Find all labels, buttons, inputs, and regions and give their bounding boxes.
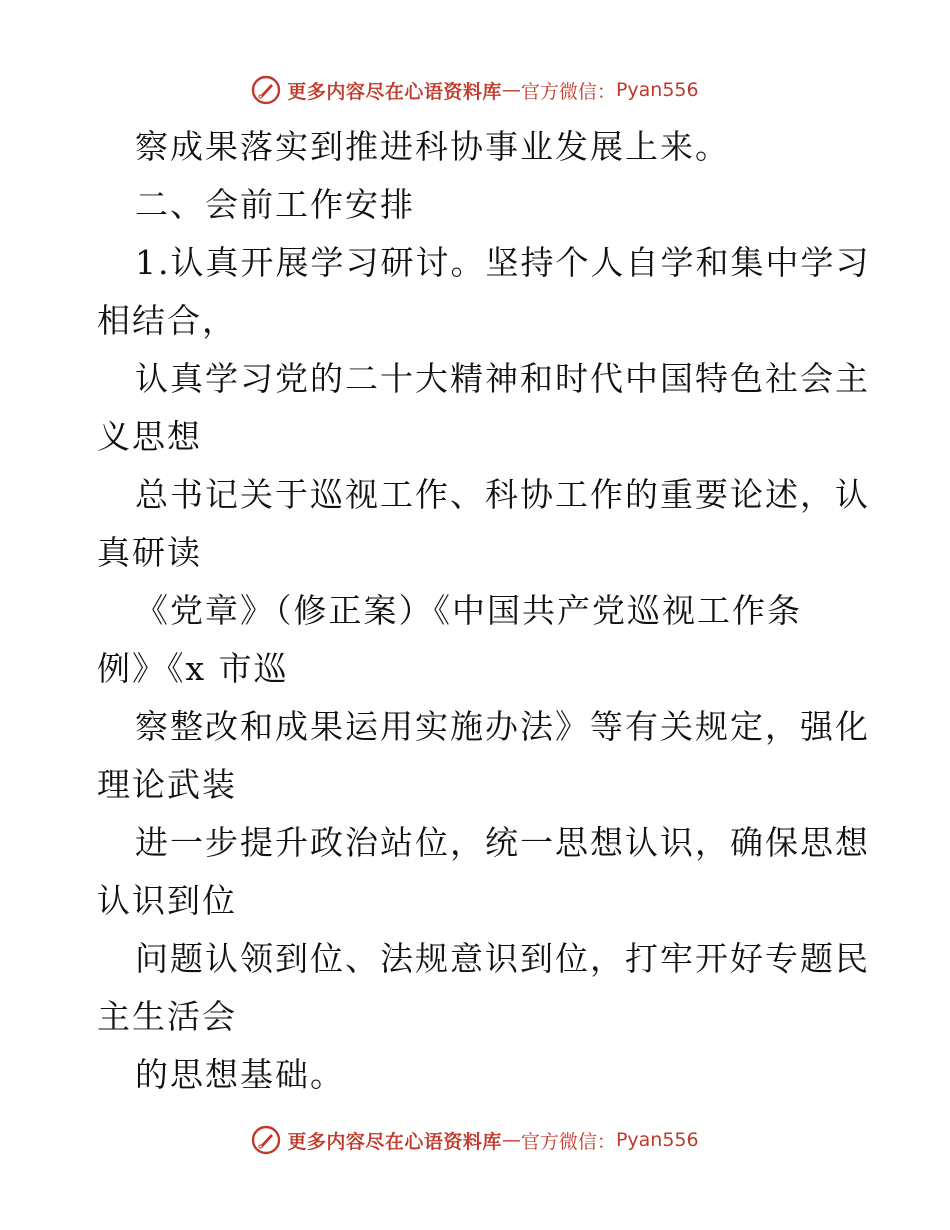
watermark-separator: — (501, 79, 521, 101)
header-watermark (0, 70, 950, 110)
body-line: 义思想 (97, 417, 202, 456)
document-body (97, 118, 871, 1104)
watermark-main-text: 更多内容尽在心语资料库 (287, 1130, 502, 1153)
body-line: 进一步提升政治站位，统一思想认识，确保思想 (135, 823, 870, 862)
body-line: 问题认领到位、法规意识到位，打牢开好专题民 (135, 939, 870, 978)
body-line: 理论武装 (97, 765, 237, 804)
body-line: 相结合， (97, 301, 237, 340)
body-line: 总书记关于巡视工作、科协工作的重要论述，认 (135, 475, 870, 514)
body-line: 察整改和成果运用实施办法》等有关规定，强化 (135, 707, 870, 746)
body-line: 1.认真开展学习研讨。坚持个人自学和集中学习 (135, 243, 871, 282)
body-line: 真研读 (97, 533, 202, 572)
watermark-separator: — (501, 1129, 521, 1151)
body-line: 认识到位 (97, 881, 237, 920)
watermark-side-text: 官方微信： (520, 1130, 616, 1153)
body-line: 的思想基础。 (135, 1055, 345, 1094)
body-line: 察成果落实到推进科协事业发展上来。 (135, 127, 730, 166)
section-heading: 二、会前工作安排 (135, 185, 415, 224)
body-line: 《党章》（修正案）《中国共产党巡视工作条 (135, 591, 802, 630)
quill-logo-icon (251, 75, 281, 105)
watermark-id: Pyan556 (615, 79, 699, 101)
footer-watermark (0, 1120, 950, 1160)
quill-logo-icon (251, 1125, 281, 1155)
body-line: 例》《x 市巡 (97, 649, 289, 688)
watermark-id: Pyan556 (615, 1129, 699, 1151)
watermark-side-text: 官方微信： (520, 80, 616, 103)
body-line: 主生活会 (97, 997, 237, 1036)
watermark-main-text: 更多内容尽在心语资料库 (287, 80, 502, 103)
body-line: 认真学习党的二十大精神和时代中国特色社会主 (135, 359, 870, 398)
